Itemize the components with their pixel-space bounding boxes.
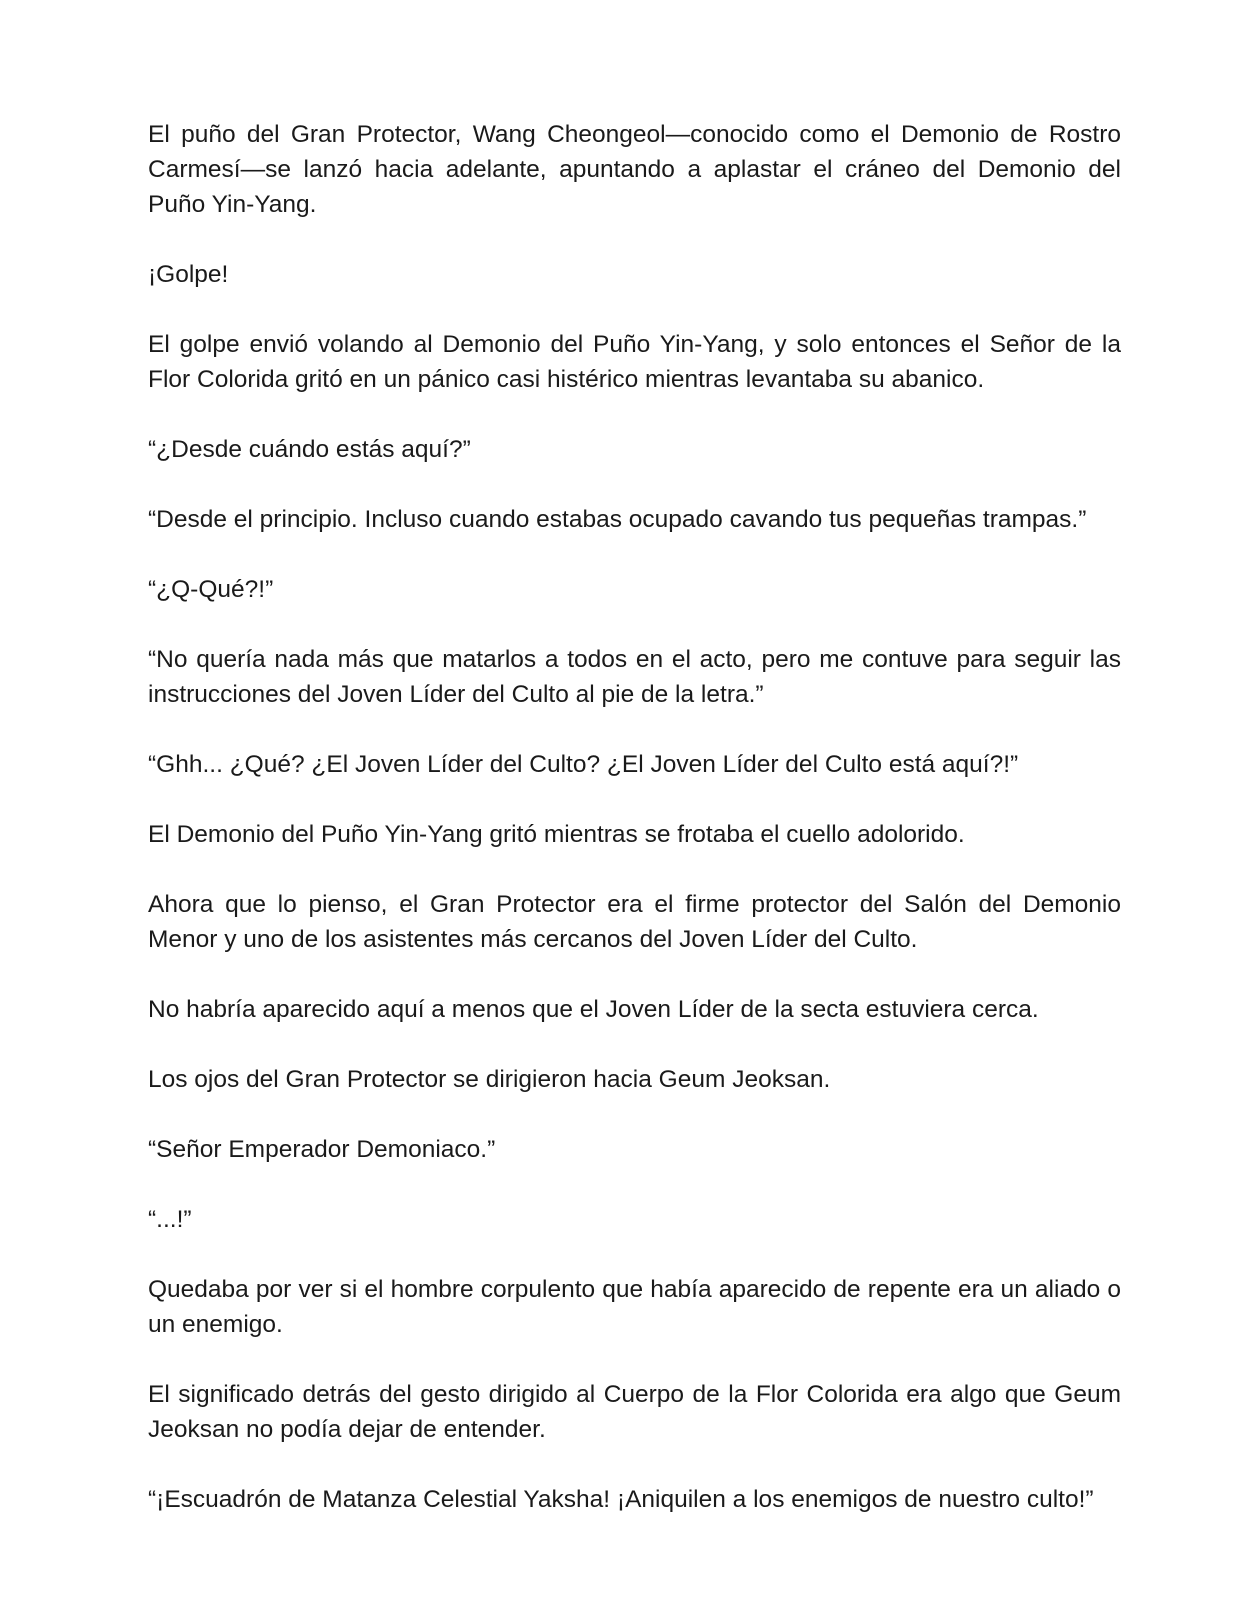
paragraph: El significado detrás del gesto dirigido al Cuerpo de la Flor Colorida era algo que Geum Jeoksan no podía dejar de entender. [148,1381,1121,1443]
paragraph: “...!” [148,1206,192,1233]
document-body [148,117,1121,1517]
paragraph: Quedaba por ver si el hombre corpulento que había aparecido de repente era un aliado o un enemigo. [148,1276,1121,1338]
paragraph: “¡Escuadrón de Matanza Celestial Yaksha! ¡Aniquilen a los enemigos de nuestro culto!” [148,1486,1094,1513]
paragraph: “Desde el principio. Incluso cuando estabas ocupado cavando tus pequeñas trampas.” [148,506,1087,533]
paragraph: No habría aparecido aquí a menos que el Joven Líder de la secta estuviera cerca. [148,996,1039,1023]
paragraph: “Señor Emperador Demoniaco.” [148,1136,496,1163]
paragraph: El golpe envió volando al Demonio del Puño Yin-Yang, y solo entonces el Señor de la Flor Colorida gritó en un pánico casi histérico mientras levantaba su abanico. [148,331,1121,393]
paragraph: El puño del Gran Protector, Wang Cheongeol—conocido como el Demonio de Rostro Carmesí—se lanzó hacia adelante, apuntando a aplastar el cráneo del Demonio del Puño Yin-Yang. [148,121,1121,218]
paragraph: Los ojos del Gran Protector se dirigieron hacia Geum Jeoksan. [148,1066,831,1093]
paragraph: “¿Q-Qué?!” [148,576,274,603]
paragraph: “¿Desde cuándo estás aquí?” [148,436,471,463]
paragraph: El Demonio del Puño Yin-Yang gritó mientras se frotaba el cuello adolorido. [148,821,965,848]
paragraph: Ahora que lo pienso, el Gran Protector era el firme protector del Salón del Demonio Menor y uno de los asistentes más cercanos del Joven Líder del Culto. [148,891,1121,953]
paragraph: ¡Golpe! [148,261,229,288]
paragraph: “No quería nada más que matarlos a todos en el acto, pero me contuve para seguir las instrucciones del Joven Líder del Culto al pie de la letra.” [148,646,1121,708]
paragraph: “Ghh... ¿Qué? ¿El Joven Líder del Culto? ¿El Joven Líder del Culto está aquí?!” [148,751,1019,778]
